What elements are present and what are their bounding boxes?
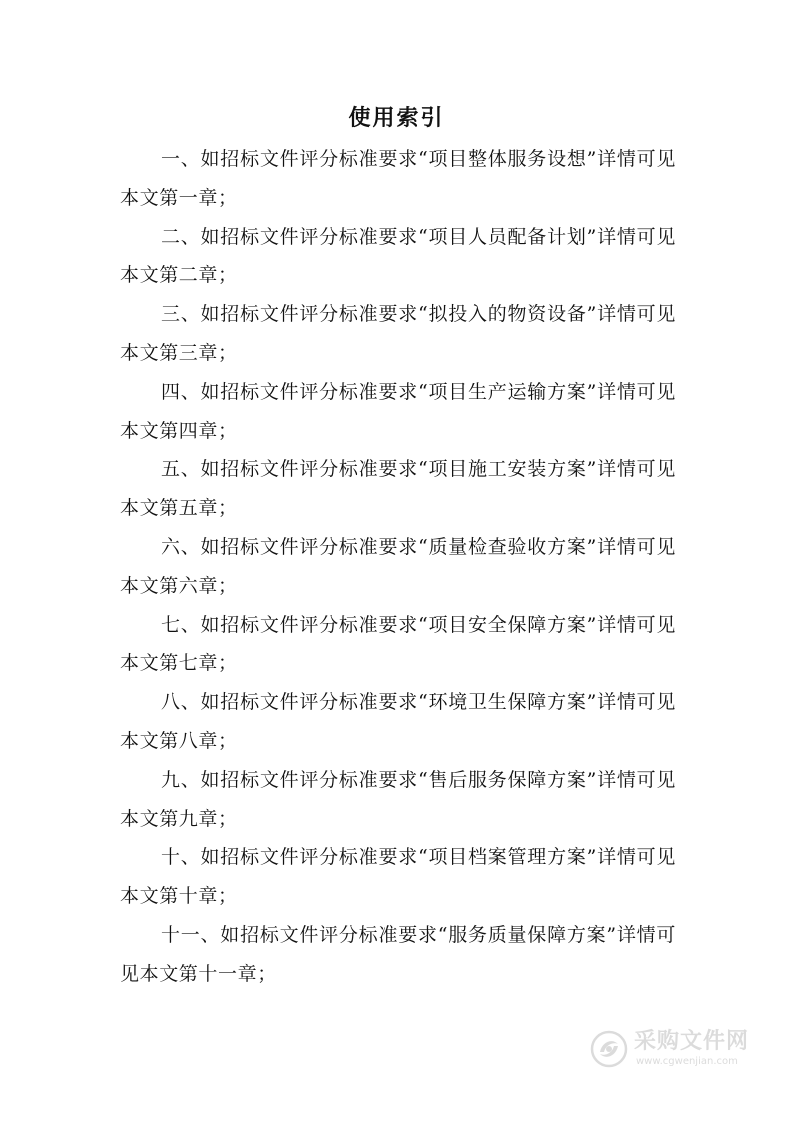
index-entry-2: 二、如招标文件评分标准要求“项目人员配备计划”详情可见本文第二章； bbox=[120, 225, 676, 287]
index-entry-1: 一、如招标文件评分标准要求“项目整体服务设想”详情可见本文第一章； bbox=[120, 148, 676, 209]
index-entry-8: 八、如招标文件评分标准要求“环境卫生保障方案”详情可见本文第八章； bbox=[120, 691, 676, 752]
index-entry-7: 七、如招标文件评分标准要求“项目安全保障方案”详情可见本文第七章； bbox=[120, 613, 676, 675]
index-entries bbox=[120, 140, 676, 994]
watermark-site-name: 采购文件网 bbox=[634, 1029, 750, 1054]
index-entry-11: 十一、如招标文件评分标准要求“服务质量保障方案”详情可见本文第十一章； bbox=[120, 923, 676, 985]
index-entry-6: 六、如招标文件评分标准要求“质量检查验收方案”详情可见本文第六章； bbox=[120, 535, 676, 597]
index-entry-9: 九、如招标文件评分标准要求“售后服务保障方案”详情可见本文第九章； bbox=[120, 768, 676, 830]
page-title: 使用索引 bbox=[348, 105, 445, 131]
index-entry-10: 十、如招标文件评分标准要求“项目档案管理方案”详情可见本文第十章； bbox=[120, 846, 676, 908]
index-entry-3: 三、如招标文件评分标准要求“拟投入的物资设备”详情可见本文第三章； bbox=[120, 303, 676, 364]
watermark-site-url: www.cgwenjian.com bbox=[636, 1056, 738, 1067]
watermark bbox=[590, 1028, 760, 1072]
watermark-logo-icon bbox=[590, 1030, 628, 1068]
index-entry-4: 四、如招标文件评分标准要求“项目生产运输方案”详情可见本文第四章； bbox=[120, 380, 676, 442]
index-entry-5: 五、如招标文件评分标准要求“项目施工安装方案”详情可见本文第五章； bbox=[120, 458, 676, 520]
